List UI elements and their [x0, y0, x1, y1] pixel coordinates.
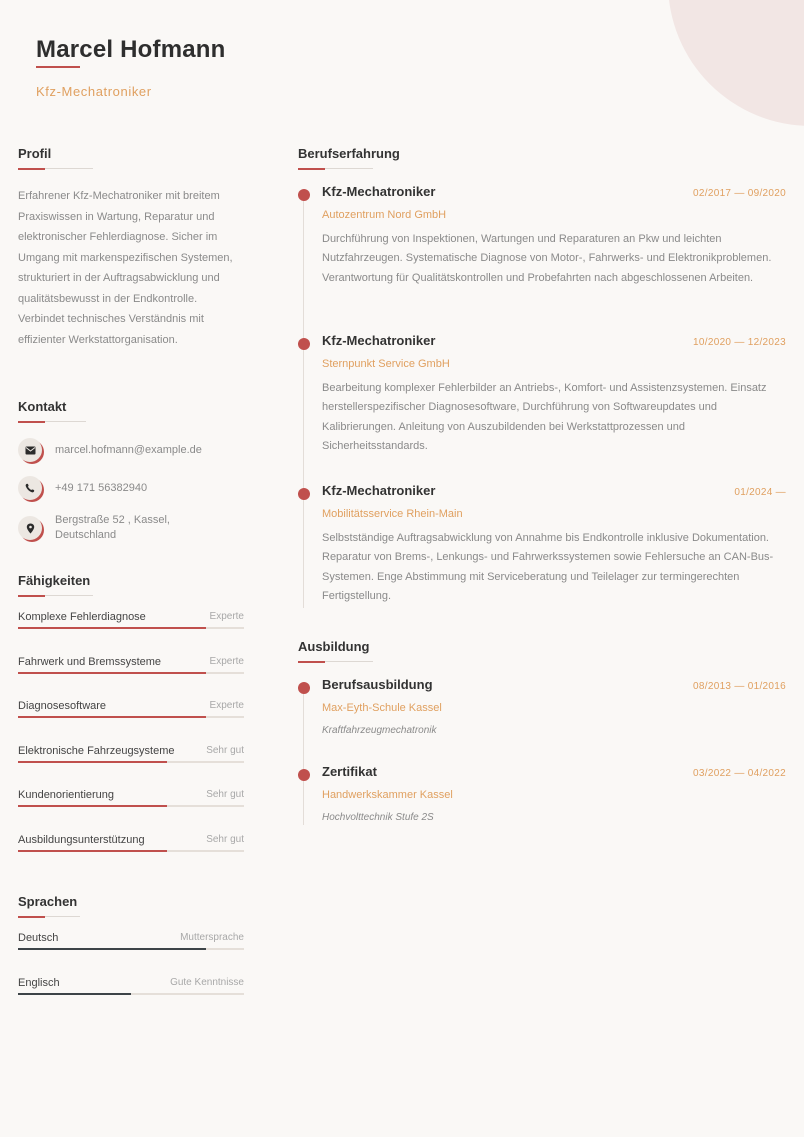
language-bar — [18, 948, 244, 950]
profile-text: Erfahrener Kfz-Mechatroniker mit breitem Praxiswissen in Wartung, Reparatur und elektronischer Fehlerdiagnose. Sicher im Umgang mit markenspezifischen Systemen, strukturiert in der Auftragsabwicklung und qualitätsbewusst in der Endkontrolle. Verbindet technisches Verständnis mit effizienter Werkstattorganisation. — [18, 190, 233, 346]
entry-company: Mobilitätsservice Rhein-Main — [322, 508, 463, 520]
skill-name: Kundenorientierung — [18, 789, 115, 801]
timeline-dot — [298, 189, 310, 201]
timeline-dot — [298, 338, 310, 350]
entry-title: Kfz-Mechatroniker — [322, 333, 436, 348]
skill-item — [18, 745, 244, 790]
skill-bar — [18, 805, 244, 807]
contact-address-text: Bergstraße 52 , Kassel, Deutschland — [55, 514, 170, 541]
experience-timeline — [298, 184, 786, 606]
entry-title: Kfz-Mechatroniker — [322, 483, 436, 498]
skill-bar — [18, 716, 244, 718]
decorative-circle — [668, 0, 804, 126]
entry-date: 03/2022 — 04/2022 — [693, 768, 786, 779]
experience-entry — [298, 184, 786, 333]
section-title-skills: Fähigkeiten — [18, 573, 91, 588]
entry-detail: Kraftfahrzeugmechatronik — [322, 725, 437, 736]
language-bar — [18, 993, 244, 995]
skill-level: Sehr gut — [206, 744, 244, 756]
language-level: Muttersprache — [180, 932, 244, 943]
skill-level: Experte — [209, 700, 244, 711]
skill-item — [18, 834, 244, 879]
skill-level: Experte — [209, 611, 244, 622]
section-underline — [18, 168, 244, 170]
skill-bar — [18, 761, 244, 763]
entry-title: Kfz-Mechatroniker — [322, 184, 436, 199]
skill-level: Sehr gut — [206, 789, 244, 800]
timeline-dot — [298, 682, 310, 694]
location-pin-icon — [18, 516, 42, 540]
entry-title: Berufsausbildung — [322, 677, 433, 692]
experience-entry — [298, 483, 786, 606]
skill-name: Ausbildungsunterstützung — [18, 833, 145, 846]
education-timeline — [298, 677, 786, 823]
skills-section — [18, 573, 244, 878]
experience-entry — [298, 333, 786, 483]
language-name: Englisch — [18, 976, 60, 989]
education-entry — [298, 764, 786, 823]
contact-address — [18, 513, 244, 543]
section-underline — [18, 421, 244, 423]
name-underline — [36, 66, 80, 68]
section-title-profile: Profil — [18, 146, 52, 161]
entry-detail: Hochvolttechnik Stufe 2S — [322, 812, 434, 823]
entry-description: Selbstständige Auftragsabwicklung von Annahme bis Endkontrolle inklusive Dokumentation. Reparatur von Brems-, Lenkungs- und Fahrwerkssystemen sowie Fehlersuche an CAN-Bus-Systemen. Enge Abstimmung mit Serviceberatung und Teilelager zur termingerechten Fertigstellung. — [322, 532, 774, 602]
skill-bar — [18, 627, 244, 629]
education-section — [298, 639, 786, 823]
language-item — [18, 977, 244, 1022]
entry-date: 08/2013 — 01/2016 — [693, 681, 786, 692]
section-title-education: Ausbildung — [298, 639, 370, 654]
language-name: Deutsch — [18, 932, 59, 944]
skill-level: Experte — [209, 655, 244, 667]
timeline-dot — [298, 488, 310, 500]
entry-date: 01/2024 — — [734, 487, 786, 498]
skill-item — [18, 700, 244, 745]
section-underline — [298, 661, 786, 663]
skill-item — [18, 656, 244, 701]
contact-phone-text: +49 171 56382940 — [55, 481, 148, 494]
skill-name: Elektronische Fahrzeugsysteme — [18, 744, 175, 757]
skill-level: Sehr gut — [206, 833, 244, 845]
experience-section — [298, 146, 786, 606]
entry-institution: Max-Eyth-Schule Kassel — [322, 702, 442, 714]
mail-icon — [18, 438, 42, 462]
section-underline — [298, 168, 786, 170]
skill-name: Fahrwerk und Bremssysteme — [18, 655, 162, 668]
contact-email-text: marcel.hofmann@example.de — [55, 443, 202, 456]
entry-institution: Handwerkskammer Kassel — [322, 789, 453, 801]
section-title-experience: Berufserfahrung — [298, 146, 400, 161]
language-item — [18, 932, 244, 977]
languages-section — [18, 894, 244, 1021]
phone-icon — [18, 476, 42, 500]
entry-description: Bearbeitung komplexer Fehlerbilder an Antriebs-, Komfort- und Assistenzsystemen. Einsatz herstellerspezifischer Diagnosesoftware, Durchführung von Softwareupdates und Kalibrierungen. Anleitung von Auszubildenden bei Werkstattprozessen und Sicherheitsstandards. — [322, 382, 767, 452]
section-title-contact: Kontakt — [18, 399, 67, 414]
section-underline — [18, 595, 244, 597]
profile-section — [18, 146, 244, 350]
entry-description: Durchführung von Inspektionen, Wartungen und Reparaturen an Pkw und leichten Nutzfahrzeugen. Systematische Diagnose von Motor-, Fahrwerks- und Elektronikproblemen. Verantwortung für Qualitätskontrollen und Probefahrten nach abgeschlossenen Arbeiten. — [322, 233, 772, 284]
header — [36, 36, 226, 99]
entry-company: Sternpunkt Service GmbH — [322, 358, 450, 370]
skill-name: Diagnosesoftware — [18, 700, 107, 712]
skill-name: Komplexe Fehlerdiagnose — [18, 611, 146, 623]
section-underline — [18, 916, 244, 918]
entry-date: 10/2020 — 12/2023 — [693, 337, 786, 348]
entry-company: Autozentrum Nord GmbH — [322, 209, 447, 221]
contact-section — [18, 399, 244, 543]
education-entry — [298, 677, 786, 764]
skill-item — [18, 789, 244, 834]
job-title: Kfz-Mechatroniker — [36, 84, 152, 99]
entry-date: 02/2017 — 09/2020 — [693, 188, 786, 199]
skill-bar — [18, 672, 244, 674]
entry-title: Zertifikat — [322, 764, 377, 779]
contact-email[interactable] — [18, 437, 244, 463]
section-title-languages: Sprachen — [18, 894, 78, 909]
contact-phone[interactable] — [18, 475, 244, 501]
person-name: Marcel Hofmann — [36, 36, 226, 63]
language-level: Gute Kenntnisse — [170, 976, 244, 988]
skill-bar — [18, 850, 244, 852]
skill-item — [18, 611, 244, 656]
timeline-dot — [298, 769, 310, 781]
